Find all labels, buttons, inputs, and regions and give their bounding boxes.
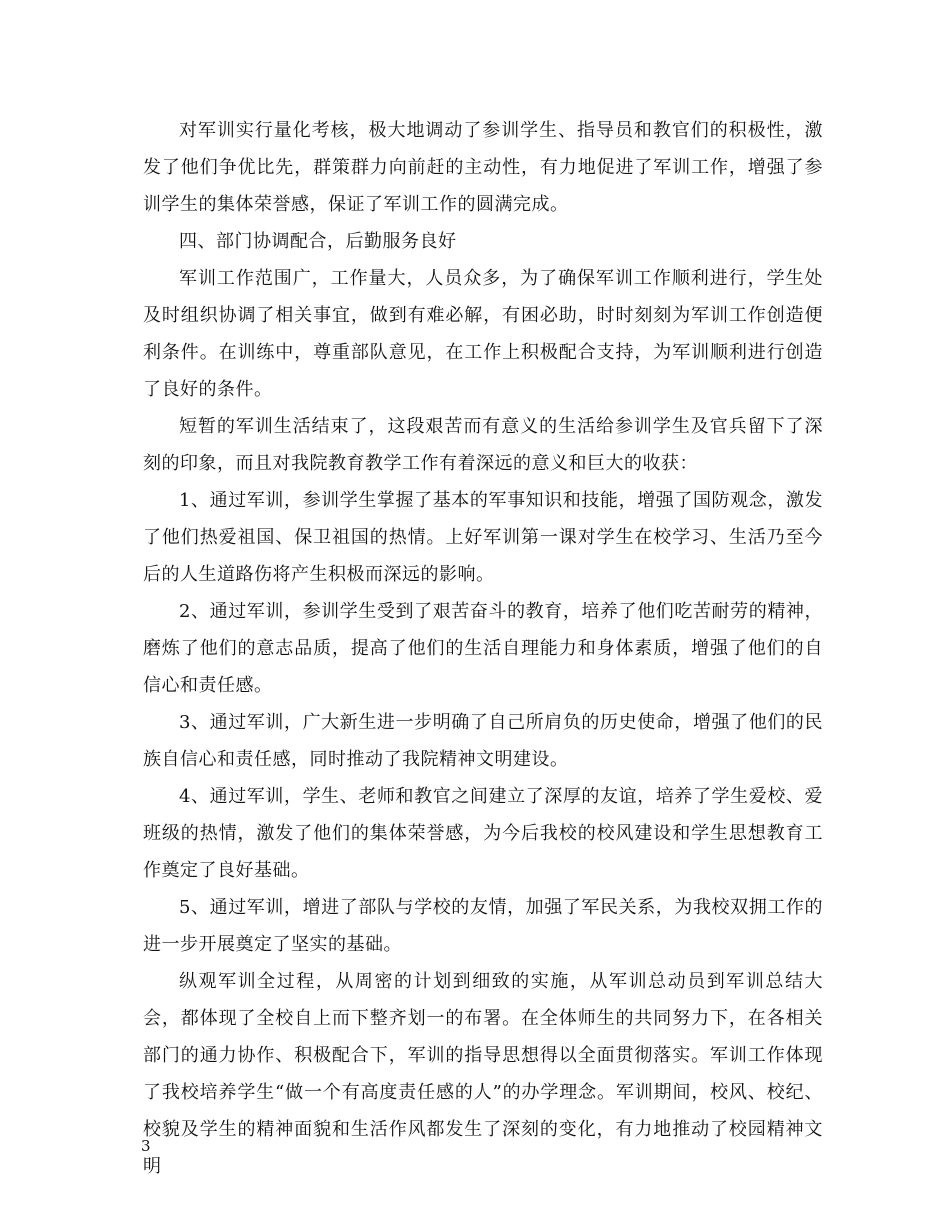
- paragraph: 军训工作范围广，工作量大，人员众多，为了确保军训工作顺利进行，学生处及时组织协调了相关事宜，做到有难必解，有困必助，时时刻刻为军训工作创造便利条件。在训练中，尊重部队意见，在工作上积极配合支持，为军训顺利进行创造了良好的条件。: [143, 268, 823, 400]
- paragraph: 纵观军训全过程，从周密的计划到细致的实施，从军训总动员到军训总结大会，都体现了全校自上而下整齐划一的布署。在全体师生的共同努力下，在各相关部门的通力协作、积极配合下，军训的指导思想得以全面贯彻落实。军训工作体现了我校培养学生“做一个有高度责任感的人”的办学理念。军训期间，校风、校纪、校貌及学生的精神面貌和生活作风都发生了深刻的变化，有力地推动了校园精神文明: [143, 971, 823, 1177]
- list-item: 1、通过军训，参训学生掌握了基本的军事知识和技能，增强了国防观念，激发了他们热爱祖国、保卫祖国的热情。上好军训第一课对学生在校学习、生活乃至今后的人生道路伤将产生积极而深远的影响。: [143, 490, 823, 585]
- list-item: 5、通过军训，增进了部队与学校的友情，加强了军民关系，为我校双拥工作的进一步开展奠定了坚实的基础。: [143, 897, 823, 955]
- paragraph: 对军训实行量化考核，极大地调动了参训学生、指导员和教官们的积极性，激发了他们争优比先，群策群力向前赶的主动性，有力地促进了军训工作，增强了参训学生的集体荣誉感，保证了军训工作的圆满完成。: [143, 120, 823, 215]
- body-text: [143, 112, 823, 1185]
- list-item: 3、通过军训，广大新生进一步明确了自己所肩负的历史使命，增强了他们的民族自信心和责任感，同时推动了我院精神文明建设。: [143, 712, 823, 770]
- page-number: 3: [141, 1137, 151, 1155]
- list-item: 2、通过军训，参训学生受到了艰苦奋斗的教育，培养了他们吃苦耐劳的精神，磨炼了他们的意志品质，提高了他们的生活自理能力和身体素质，增强了他们的自信心和责任感。: [143, 601, 823, 696]
- list-item: 4、通过军训，学生、老师和教官之间建立了深厚的友谊，培养了学生爱校、爱班级的热情，激发了他们的集体荣誉感，为今后我校的校风建设和学生思想教育工作奠定了良好基础。: [143, 786, 823, 881]
- section-heading: 四、部门协调配合，后勤服务良好: [179, 231, 457, 252]
- paragraph: 短暂的军训生活结束了，这段艰苦而有意义的生活给参训学生及官兵留下了深刻的印象，而且对我院教育教学工作有着深远的意义和巨大的收获：: [143, 416, 823, 474]
